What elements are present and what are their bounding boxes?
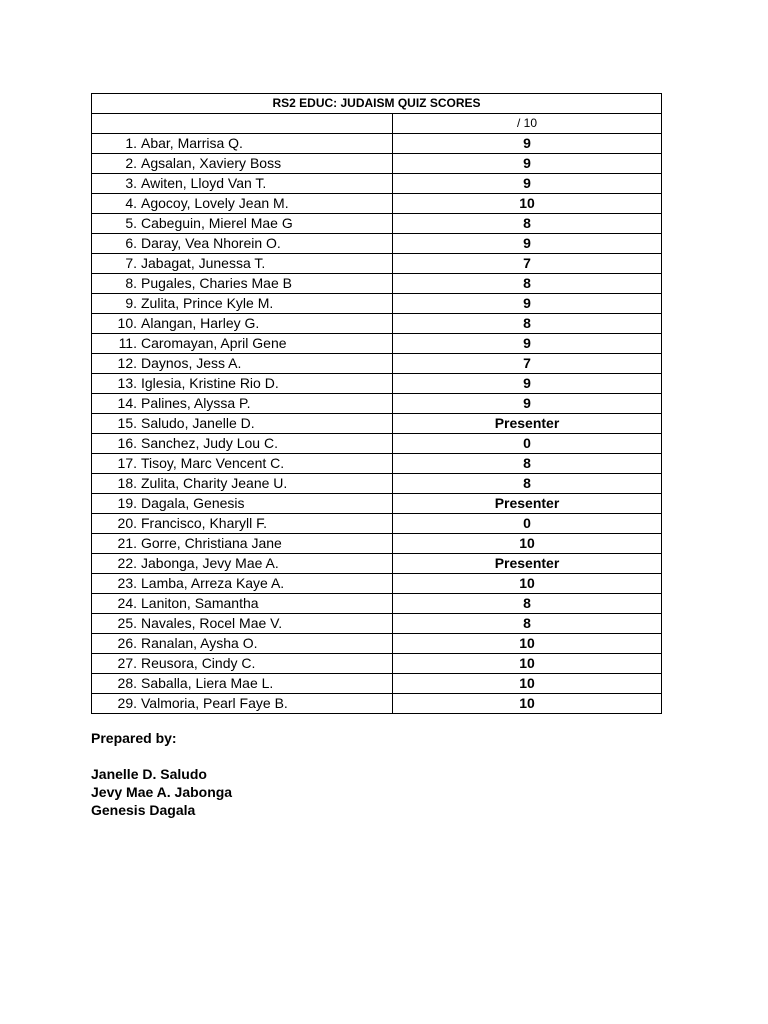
student-number: 17. bbox=[117, 455, 137, 471]
student-number: 1. bbox=[125, 135, 137, 151]
student-score: Presenter bbox=[393, 494, 662, 514]
prepared-by-label: Prepared by: bbox=[91, 730, 177, 746]
student-cell bbox=[92, 474, 393, 494]
student-score: 8 bbox=[393, 474, 662, 494]
student-number: 25. bbox=[117, 615, 137, 631]
table-row bbox=[92, 194, 662, 214]
student-number: 28. bbox=[117, 675, 137, 691]
student-cell bbox=[92, 414, 393, 434]
student-cell bbox=[92, 194, 393, 214]
student-name: Pugales, Charies Mae B bbox=[141, 275, 292, 291]
student-number: 2. bbox=[125, 155, 137, 171]
student-score: Presenter bbox=[393, 414, 662, 434]
student-name: Valmoria, Pearl Faye B. bbox=[141, 695, 288, 711]
table-row bbox=[92, 354, 662, 374]
student-cell bbox=[92, 394, 393, 414]
table-row bbox=[92, 634, 662, 654]
student-name: Tisoy, Marc Vencent C. bbox=[141, 455, 285, 471]
table-body bbox=[92, 94, 662, 714]
table-row bbox=[92, 234, 662, 254]
student-number: 8. bbox=[125, 275, 137, 291]
table-row bbox=[92, 554, 662, 574]
student-cell bbox=[92, 294, 393, 314]
table-row bbox=[92, 474, 662, 494]
table-row bbox=[92, 134, 662, 154]
table-row bbox=[92, 374, 662, 394]
student-score: 9 bbox=[393, 174, 662, 194]
student-name: Saludo, Janelle D. bbox=[141, 415, 255, 431]
score-column-header: / 10 bbox=[393, 114, 662, 134]
student-number: 29. bbox=[117, 695, 137, 711]
student-name: Jabagat, Junessa T. bbox=[141, 255, 266, 271]
student-cell bbox=[92, 634, 393, 654]
student-score: 7 bbox=[393, 354, 662, 374]
table-row bbox=[92, 454, 662, 474]
student-number: 16. bbox=[117, 435, 137, 451]
student-score: 9 bbox=[393, 374, 662, 394]
student-cell bbox=[92, 234, 393, 254]
student-name: Zulita, Charity Jeane U. bbox=[141, 475, 288, 491]
preparer-name: Janelle D. Saludo bbox=[91, 766, 207, 782]
student-number: 15. bbox=[117, 415, 137, 431]
student-score: 10 bbox=[393, 694, 662, 714]
student-name: Cabeguin, Mierel Mae G bbox=[141, 215, 293, 231]
student-score: Presenter bbox=[393, 554, 662, 574]
student-cell bbox=[92, 354, 393, 374]
table-title: RS2 EDUC: JUDAISM QUIZ SCORES bbox=[92, 94, 662, 114]
student-number: 11. bbox=[118, 335, 137, 351]
student-score: 10 bbox=[393, 194, 662, 214]
student-name: Palines, Alyssa P. bbox=[141, 395, 251, 411]
student-number: 9. bbox=[125, 295, 137, 311]
table-row bbox=[92, 214, 662, 234]
student-cell bbox=[92, 494, 393, 514]
student-cell bbox=[92, 174, 393, 194]
student-score: 8 bbox=[393, 214, 662, 234]
student-cell bbox=[92, 134, 393, 154]
student-number: 10. bbox=[117, 315, 137, 331]
name-column-header bbox=[92, 114, 393, 134]
table-row bbox=[92, 294, 662, 314]
table-row bbox=[92, 514, 662, 534]
student-score: 10 bbox=[393, 534, 662, 554]
student-number: 22. bbox=[117, 555, 137, 571]
student-number: 6. bbox=[125, 235, 137, 251]
student-number: 13. bbox=[117, 375, 137, 391]
student-score: 10 bbox=[393, 574, 662, 594]
student-name: Gorre, Christiana Jane bbox=[141, 535, 282, 551]
prepared-by-section bbox=[91, 729, 232, 819]
student-name: Daray, Vea Nhorein O. bbox=[141, 235, 281, 251]
student-score: 10 bbox=[393, 674, 662, 694]
table-row bbox=[92, 334, 662, 354]
student-cell bbox=[92, 594, 393, 614]
table-row bbox=[92, 254, 662, 274]
student-number: 7. bbox=[125, 255, 137, 271]
student-score: 9 bbox=[393, 234, 662, 254]
student-cell bbox=[92, 534, 393, 554]
student-cell bbox=[92, 514, 393, 534]
student-cell bbox=[92, 374, 393, 394]
table-row bbox=[92, 694, 662, 714]
student-name: Agocoy, Lovely Jean M. bbox=[141, 195, 289, 211]
student-name: Dagala, Genesis bbox=[141, 495, 245, 511]
table-row bbox=[92, 674, 662, 694]
student-number: 12. bbox=[117, 355, 137, 371]
student-name: Agsalan, Xaviery Boss bbox=[141, 155, 282, 171]
student-score: 9 bbox=[393, 134, 662, 154]
student-score: 8 bbox=[393, 594, 662, 614]
student-number: 3. bbox=[125, 175, 137, 191]
table-row bbox=[92, 394, 662, 414]
preparer-name: Genesis Dagala bbox=[91, 802, 196, 818]
student-score: 0 bbox=[393, 434, 662, 454]
title-row bbox=[92, 94, 662, 114]
student-name: Jabonga, Jevy Mae A. bbox=[141, 555, 279, 571]
student-name: Daynos, Jess A. bbox=[141, 355, 242, 371]
table-row bbox=[92, 154, 662, 174]
student-cell bbox=[92, 574, 393, 594]
student-cell bbox=[92, 674, 393, 694]
student-number: 23. bbox=[117, 575, 137, 591]
student-number: 21. bbox=[117, 535, 137, 551]
student-number: 4. bbox=[125, 195, 137, 211]
student-score: 8 bbox=[393, 274, 662, 294]
student-cell bbox=[92, 694, 393, 714]
scores-table bbox=[91, 93, 662, 714]
student-cell bbox=[92, 314, 393, 334]
student-cell bbox=[92, 274, 393, 294]
student-name: Zulita, Prince Kyle M. bbox=[141, 295, 274, 311]
student-score: 7 bbox=[393, 254, 662, 274]
student-number: 18. bbox=[117, 475, 137, 491]
student-name: Francisco, Kharyll F. bbox=[141, 515, 268, 531]
student-name: Navales, Rocel Mae V. bbox=[141, 615, 283, 631]
table-row bbox=[92, 494, 662, 514]
student-name: Laniton, Samantha bbox=[141, 595, 259, 611]
student-score: 10 bbox=[393, 634, 662, 654]
table-row bbox=[92, 434, 662, 454]
preparer-name: Jevy Mae A. Jabonga bbox=[91, 784, 233, 800]
student-cell bbox=[92, 654, 393, 674]
student-name: Abar, Marrisa Q. bbox=[141, 135, 243, 151]
student-number: 19. bbox=[117, 495, 137, 511]
student-name: Caromayan, April Gene bbox=[141, 335, 287, 351]
student-score: 9 bbox=[393, 334, 662, 354]
table-row bbox=[92, 414, 662, 434]
student-name: Sanchez, Judy Lou C. bbox=[141, 435, 278, 451]
student-name: Awiten, Lloyd Van T. bbox=[141, 175, 267, 191]
student-cell bbox=[92, 154, 393, 174]
student-name: Lamba, Arreza Kaye A. bbox=[141, 575, 285, 591]
student-name: Ranalan, Aysha O. bbox=[141, 635, 258, 651]
table-row bbox=[92, 594, 662, 614]
student-cell bbox=[92, 614, 393, 634]
table-row bbox=[92, 534, 662, 554]
student-score: 0 bbox=[393, 514, 662, 534]
header-row bbox=[92, 114, 662, 134]
table-row bbox=[92, 174, 662, 194]
student-number: 5. bbox=[125, 215, 137, 231]
student-number: 26. bbox=[117, 635, 137, 651]
student-cell bbox=[92, 214, 393, 234]
student-score: 9 bbox=[393, 294, 662, 314]
student-number: 24. bbox=[117, 595, 137, 611]
student-score: 8 bbox=[393, 454, 662, 474]
student-score: 9 bbox=[393, 154, 662, 174]
student-number: 27. bbox=[117, 655, 137, 671]
student-cell bbox=[92, 454, 393, 474]
student-score: 8 bbox=[393, 614, 662, 634]
student-score: 10 bbox=[393, 654, 662, 674]
student-number: 20. bbox=[117, 515, 137, 531]
table-row bbox=[92, 314, 662, 334]
table-row bbox=[92, 574, 662, 594]
table-row bbox=[92, 654, 662, 674]
student-name: Reusora, Cindy C. bbox=[141, 655, 256, 671]
student-name: Saballa, Liera Mae L. bbox=[141, 675, 274, 691]
table-row bbox=[92, 274, 662, 294]
student-name: Iglesia, Kristine Rio D. bbox=[141, 375, 279, 391]
student-cell bbox=[92, 554, 393, 574]
student-cell bbox=[92, 434, 393, 454]
table-row bbox=[92, 614, 662, 634]
student-score: 8 bbox=[393, 314, 662, 334]
student-cell bbox=[92, 254, 393, 274]
student-number: 14. bbox=[117, 395, 137, 411]
student-cell bbox=[92, 334, 393, 354]
student-score: 9 bbox=[393, 394, 662, 414]
student-name: Alangan, Harley G. bbox=[141, 315, 260, 331]
